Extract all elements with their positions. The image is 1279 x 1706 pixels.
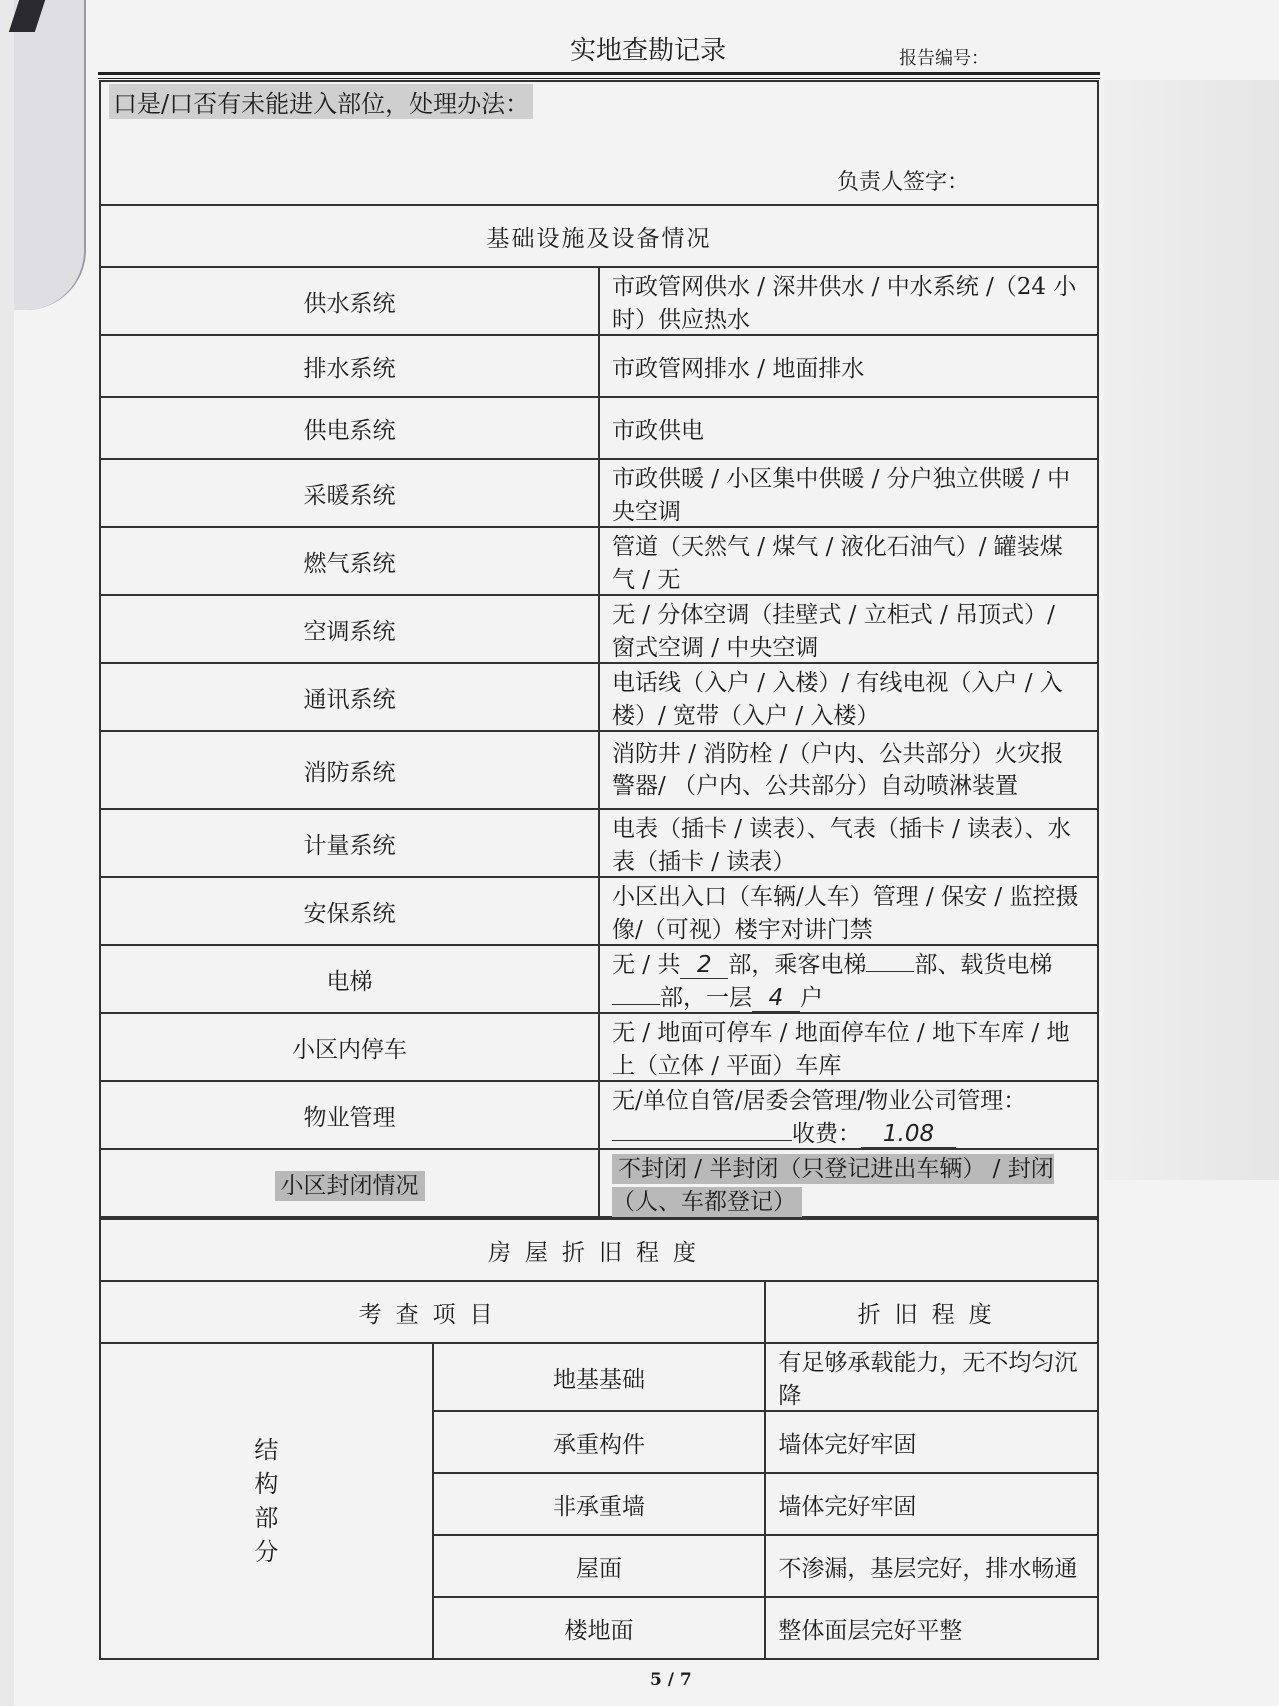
inaccessible-question: 口是/口否有未能进入部位，处理办法：	[109, 84, 533, 119]
elevator-text: 部、载货电梯	[914, 952, 1053, 978]
table-row	[100, 267, 1098, 335]
row-content: 无 / 分体空调（挂壁式 / 立柜式 / 吊顶式）/ 窗式空调 / 中央空调	[599, 595, 1098, 663]
row-label: 燃气系统	[100, 527, 599, 595]
row-label: 通讯系统	[100, 663, 599, 731]
row-label: 物业管理	[100, 1081, 599, 1149]
table-row	[100, 397, 1098, 459]
closure-text: 不封闭 / 半封闭（只登记进出车辆） / 封闭 （人、车都登记）	[612, 1156, 1054, 1215]
closure-row	[100, 1149, 1098, 1217]
row-label: 计量系统	[100, 809, 599, 877]
page-number: 5 / 7	[650, 1670, 692, 1690]
row-content: 市政管网供水 / 深井供水 / 中水系统 /（24 小时）供应热水	[599, 267, 1098, 335]
page-shadow	[1104, 80, 1279, 1180]
parking-row	[100, 1013, 1098, 1081]
property-content	[599, 1081, 1098, 1149]
row-label: 电梯	[100, 945, 599, 1013]
row-content: 小区出入口（车辆/人车）管理 / 保安 / 监控摄像/（可视）楼宇对讲门禁	[599, 877, 1098, 945]
elevator-text: 部，一层	[660, 985, 752, 1011]
row-label: 消防系统	[100, 731, 599, 809]
row-label: 空调系统	[100, 595, 599, 663]
table-row	[100, 1343, 1098, 1411]
row-content: 电表（插卡 / 读表）、气表（插卡 / 读表）、水表（插卡 / 读表）	[599, 809, 1098, 877]
elevator-content	[599, 945, 1098, 1013]
row-content: 市政供电	[599, 397, 1098, 459]
row-label: 供水系统	[100, 267, 599, 335]
elevator-row	[100, 945, 1098, 1013]
item-desc: 整体面层完好平整	[765, 1597, 1098, 1659]
structure-group-label	[100, 1343, 433, 1659]
property-row	[100, 1081, 1098, 1149]
table-row	[100, 809, 1098, 877]
table-row	[100, 595, 1098, 663]
row-label	[100, 1149, 599, 1217]
signature-label: 负责人签字：	[836, 170, 969, 195]
document-page	[14, 0, 1279, 1706]
item-desc: 墙体完好牢固	[765, 1411, 1098, 1473]
item-label: 承重构件	[433, 1411, 766, 1473]
elevator-text: 部，乘客电梯	[728, 952, 867, 978]
elevator-count: 2	[680, 952, 728, 979]
row-content: 消防井 / 消防栓 /（户内、公共部分）火灾报警器/ （户内、公共部分）自动喷淋装置	[599, 731, 1098, 809]
inaccessible-area-box	[99, 80, 1099, 204]
depreciation-heading: 房屋折旧程度	[100, 1219, 1098, 1281]
blank-field	[612, 1004, 660, 1005]
binder-edge	[14, 0, 86, 310]
blank-field	[612, 1140, 792, 1141]
row-label: 安保系统	[100, 877, 599, 945]
item-label: 非承重墙	[433, 1473, 766, 1535]
table-row	[100, 877, 1098, 945]
item-desc: 墙体完好牢固	[765, 1473, 1098, 1535]
closure-content	[599, 1149, 1098, 1217]
row-content: 无 / 地面可停车 / 地面停车位 / 地下车库 / 地上（立体 / 平面）车库	[599, 1013, 1098, 1081]
households-per-floor: 4	[752, 985, 800, 1012]
facilities-table	[99, 204, 1099, 1218]
header-rule-thick	[98, 72, 1100, 75]
property-text: 无/单位自管/居委会管理/物业公司管理：	[612, 1088, 1027, 1114]
row-content: 电话线（入户 / 入楼）/ 有线电视（入户 / 入楼）/ 宽带（入户 / 入楼）	[599, 663, 1098, 731]
row-label: 小区内停车	[100, 1013, 599, 1081]
row-label: 采暖系统	[100, 459, 599, 527]
facilities-heading: 基础设施及设备情况	[100, 205, 1098, 267]
item-desc: 有足够承载能力，无不均匀沉降	[765, 1343, 1098, 1411]
group-text: 结构部分	[254, 1436, 279, 1566]
item-label: 地基基础	[433, 1343, 766, 1411]
header-rule-thin	[98, 78, 1100, 79]
column-header-degree: 折旧程度	[765, 1281, 1098, 1343]
elevator-text: 无 / 共	[612, 952, 681, 978]
column-header-item: 考查项目	[100, 1281, 765, 1343]
table-row	[100, 459, 1098, 527]
item-label: 楼地面	[433, 1597, 766, 1659]
row-content: 市政管网排水 / 地面排水	[599, 335, 1098, 397]
table-row	[100, 335, 1098, 397]
blank-field	[866, 971, 914, 972]
row-content: 市政供暖 / 小区集中供暖 / 分户独立供暖 / 中央空调	[599, 459, 1098, 527]
survey-form	[99, 80, 1099, 1660]
closure-label: 小区封闭情况	[275, 1171, 425, 1201]
table-row	[100, 527, 1098, 595]
depreciation-table	[99, 1218, 1099, 1660]
table-row	[100, 663, 1098, 731]
item-label: 屋面	[433, 1535, 766, 1597]
elevator-text: 户	[800, 985, 823, 1011]
row-label: 供电系统	[100, 397, 599, 459]
item-desc: 不渗漏，基层完好，排水畅通	[765, 1535, 1098, 1597]
row-content: 管道（天然气 / 煤气 / 液化石油气）/ 罐装煤气 / 无	[599, 527, 1098, 595]
row-label: 排水系统	[100, 335, 599, 397]
fee-value: 1.08	[861, 1121, 956, 1148]
page-title: 实地查勘记录	[570, 36, 727, 66]
report-number-label: 报告编号：	[899, 48, 989, 69]
fee-label: 收费：	[792, 1121, 861, 1147]
table-row	[100, 731, 1098, 809]
